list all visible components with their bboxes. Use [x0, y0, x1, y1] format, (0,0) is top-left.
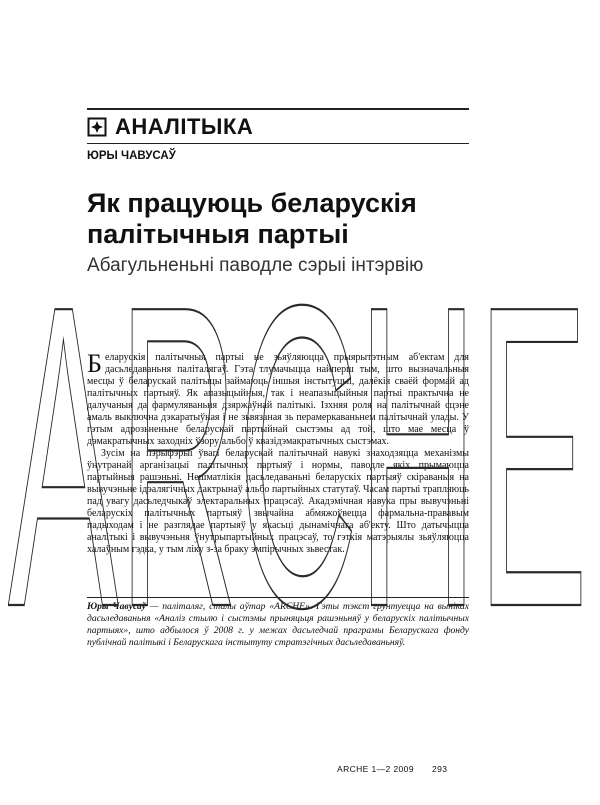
bio-text: — паліталяг, сталы аўтар «ARCHE». Гэты тэкст грунтуецца на выніках дасьледаваньня «Аналіз стылю і сыстэмы прыняцьця рашэньняў у беларускіх палітычных партыях», што адбылося ў 2008 г. у межах дасьледчай праграмы Беларускага фонду публічнай палітыкі і Беларускага інстытуту стратэгічных дасьледаваньняў. [87, 601, 469, 648]
page-number: 293 [431, 764, 448, 774]
header-bottom-rule [87, 143, 469, 144]
author-bio [87, 601, 469, 649]
author-name: ЮРЫ ЧАВУСАЎ [87, 150, 176, 162]
section-title: АНАЛІТЫКА [115, 114, 254, 139]
boxed-star-icon [87, 117, 107, 137]
paragraph-1-text: еларускія палітычныя партыі не зьяўляюцца прыярытэтным аб'ектам для дасьледаваньня паліталягаў. Гэта тлумачыцца найперш тым, што вызначальныя месцы ў беларускай палітыцы займаюць іншыя інстытуцыі, далёкія сваёй формай ад палітычных партыяў. Як апазыцыйныя, так і неапазыцыйныя партыі практычна не далучаныя да фармуляваньня дзяржаўнай палітыкі. Ізхняя роля на палітычнай сцэне амаль выключна дэкаратыўная і не зьвязаная зь перамеркаваньнем палітычнай улады. У гэтым адрозьненьне беларускай партыйнай сыстэмы ад той, што мае месца ў дэмакратычных заходніх ўзору альбо ў квазідэмакратычных сыстэмах. [87, 352, 469, 447]
paragraph-2: Зусім на пэрыфэрыі ўвагі беларускай палітычнай навукі знаходзяцца механізмы ўнутранай арганізацыі палітычных партыяў і нормы, паводле якіх прымаюцца партыйныя рашэньні. Нешматлікія дасьледаваньні беларускіх партыяў скіраваныя на вывучэньне ідэалягічных дактрынаў альбо партыйных статутаў. Часам партыі трапляюць пад увагу дасьледчыкаў электаральных працэсаў. Акадэмічная навука пры вывучэньні беларускіх палітычных партыяў звычайна абмяжоўвецца фармальна-прававым падыходам і не разглядае партыяў у якасьці дынамічнага аб'екту. Што датычыцца аналітыкі і вывучэньня ўнутрыпартыйных працэсаў, то гэткія матэрыялы зьяўляюцца халаўным гэдка, у тым ліку з-за браку эмпірычных зьвестак. [87, 448, 469, 555]
article-body [87, 349, 469, 556]
section-header [87, 114, 253, 140]
journal-issue: ARCHE 1—2 2009 [337, 764, 414, 774]
watermark-text: ARCHE [8, 217, 588, 620]
paragraph-1 [87, 349, 469, 448]
drop-cap: Б [87, 349, 102, 378]
bio-author-name: Юры Чавусаў [87, 601, 147, 612]
bio-rule [87, 597, 469, 598]
page-footer [337, 764, 447, 774]
header-top-rule [87, 108, 469, 110]
article-subtitle: Абагульненьні паводле сэрыі інтэрвію [87, 255, 424, 276]
article-title: Як працуюць беларускія палітычныя партыі [87, 188, 417, 249]
